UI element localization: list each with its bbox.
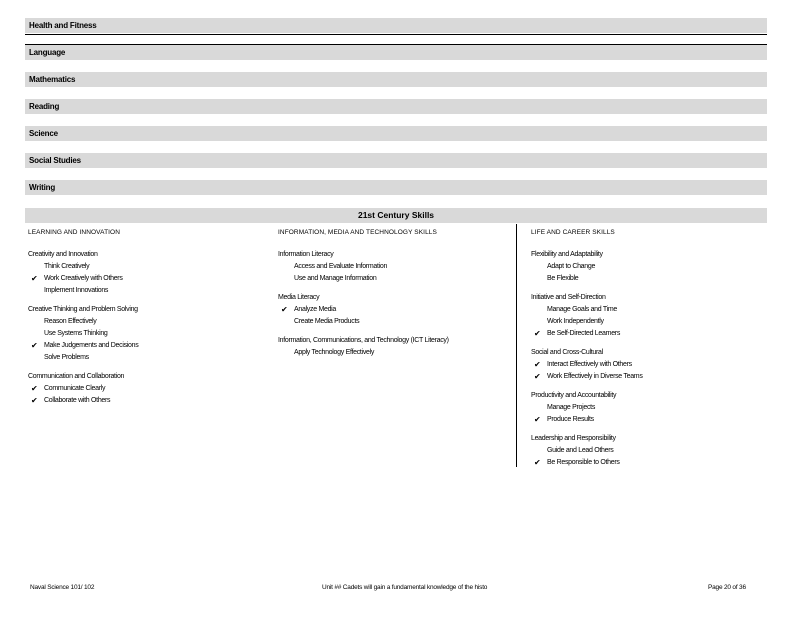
skill-group (278, 335, 510, 359)
skill-item-label: Implement Innovations (44, 287, 109, 294)
checkmark-icon: ✔ (31, 274, 38, 283)
skill-item (278, 304, 510, 316)
column-divider (516, 224, 517, 467)
skill-item-label: Be Flexible (547, 275, 579, 282)
skill-item (28, 316, 268, 328)
skill-group (28, 249, 268, 297)
checkmark-icon: ✔ (534, 329, 541, 338)
skill-item-label: Use and Manage Information (294, 275, 377, 282)
skill-item (531, 445, 763, 457)
skill-item-label: Make Judgements and Decisions (44, 342, 139, 349)
subject-bar-health: Health and Fitness (25, 18, 767, 33)
skills-column-learning (28, 227, 268, 414)
skill-item-label: Work Creatively with Others (44, 275, 123, 282)
skill-group-title: Creative Thinking and Problem Solving (28, 306, 138, 313)
skill-item (531, 304, 763, 316)
subject-bar-reading: Reading (25, 99, 767, 114)
skill-item (28, 261, 268, 273)
skill-item-label: Be Responsible to Others (547, 459, 620, 466)
divider-rule (25, 34, 767, 35)
column-heading: LIFE AND CAREER SKILLS (531, 229, 615, 236)
footer-unit-description: Unit ## Cadets will gain a fundamental knowledge of the histo (322, 584, 488, 591)
skill-item (28, 340, 268, 352)
skill-group-title: Leadership and Responsibility (531, 435, 616, 442)
skill-group (278, 249, 510, 285)
column-heading: INFORMATION, MEDIA AND TECHNOLOGY SKILLS (278, 229, 437, 236)
skill-item (278, 316, 510, 328)
skill-item (531, 316, 763, 328)
skill-item (28, 352, 268, 364)
checkmark-icon: ✔ (534, 415, 541, 424)
skill-item (278, 347, 510, 359)
skill-item-label: Be Self-Directed Learners (547, 330, 621, 337)
skill-item (28, 285, 268, 297)
checkmark-icon: ✔ (534, 372, 541, 381)
skill-item (531, 328, 763, 340)
skill-group (531, 390, 763, 426)
skill-group-title: Media Literacy (278, 294, 320, 301)
skill-item (531, 261, 763, 273)
skill-item-label: Adapt to Change (547, 263, 596, 270)
skill-group (28, 304, 268, 364)
checkmark-icon: ✔ (31, 341, 38, 350)
skill-item-label: Think Creatively (44, 263, 90, 270)
skill-item-label: Create Media Products (294, 318, 360, 325)
skill-group (278, 292, 510, 328)
skill-item-label: Manage Goals and Time (547, 306, 617, 313)
skill-item-label: Solve Problems (44, 354, 89, 361)
skill-item (531, 457, 763, 469)
skill-item (531, 402, 763, 414)
checkmark-icon: ✔ (281, 305, 288, 314)
skill-item-label: Apply Technology Effectively (294, 349, 375, 356)
skill-item-label: Interact Effectively with Others (547, 361, 632, 368)
skill-item (278, 261, 510, 273)
skill-group (531, 249, 763, 285)
skill-group (531, 347, 763, 383)
subject-bar-language: Language (25, 45, 767, 60)
subject-bar-science: Science (25, 126, 767, 141)
skill-item (278, 273, 510, 285)
skill-item-label: Access and Evaluate Information (294, 263, 388, 270)
skill-group (531, 292, 763, 340)
skill-item-label: Reason Effectively (44, 318, 97, 325)
skills-title-bar: 21st Century Skills (25, 208, 767, 223)
skill-item (28, 328, 268, 340)
subject-bar-social-studies: Social Studies (25, 153, 767, 168)
skill-group-title: Flexibility and Adaptability (531, 251, 603, 258)
subject-bar-mathematics: Mathematics (25, 72, 767, 87)
skill-item-label: Analyze Media (294, 306, 337, 313)
skill-item (531, 414, 763, 426)
footer-course: Naval Science 101/ 102 (30, 584, 95, 591)
skill-item (531, 359, 763, 371)
skills-column-life-career (531, 227, 763, 476)
skill-item-label: Communicate Clearly (44, 385, 106, 392)
skill-item-label: Work Independently (547, 318, 604, 325)
skill-item (531, 273, 763, 285)
skill-group (28, 371, 268, 407)
checkmark-icon: ✔ (31, 384, 38, 393)
skill-group-title: Creativity and Innovation (28, 251, 98, 258)
skill-group-title: Information, Communications, and Technology (ICT Literacy) (278, 337, 449, 344)
skill-group-title: Productivity and Accountability (531, 392, 617, 399)
skills-column-information (278, 227, 510, 366)
skill-item-label: Manage Projects (547, 404, 596, 411)
column-heading: LEARNING AND INNOVATION (28, 229, 120, 236)
skill-item (28, 273, 268, 285)
skill-group-title: Social and Cross-Cultural (531, 349, 603, 356)
skill-item-label: Guide and Lead Others (547, 447, 614, 454)
skill-item-label: Collaborate with Others (44, 397, 111, 404)
skill-item (531, 371, 763, 383)
skill-group (531, 433, 763, 469)
skill-item (28, 395, 268, 407)
skill-group-title: Information Literacy (278, 251, 334, 258)
skill-item-label: Produce Results (547, 416, 594, 423)
skill-group-title: Communication and Collaboration (28, 373, 125, 380)
skill-item-label: Use Systems Thinking (44, 330, 108, 337)
checkmark-icon: ✔ (31, 396, 38, 405)
checkmark-icon: ✔ (534, 458, 541, 467)
skill-item-label: Work Effectively in Diverse Teams (547, 373, 643, 380)
footer-page-number: Page 20 of 36 (708, 584, 746, 591)
skill-group-title: Initiative and Self-Direction (531, 294, 606, 301)
skill-item (28, 383, 268, 395)
subject-bar-writing: Writing (25, 180, 767, 195)
checkmark-icon: ✔ (534, 360, 541, 369)
